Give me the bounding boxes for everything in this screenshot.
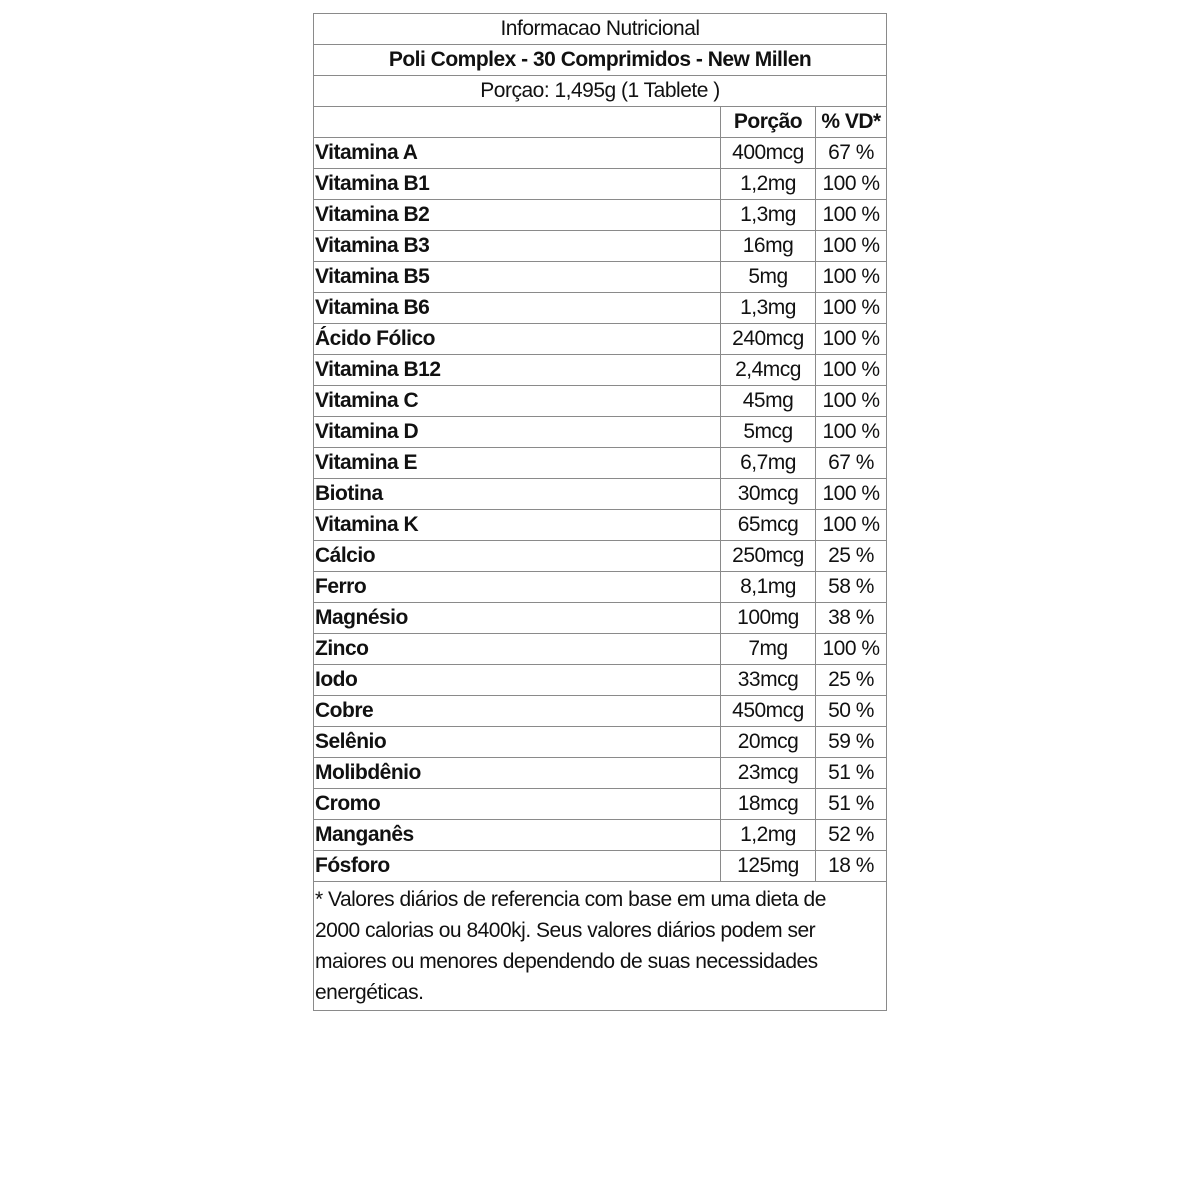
nutrient-daily-value: 100 % — [816, 386, 887, 417]
serving-size: Porçao: 1,495g (1 Tablete ) — [314, 76, 887, 107]
nutrient-row — [314, 820, 887, 851]
nutrient-name: Manganês — [314, 820, 721, 851]
column-header-daily-value: % VD* — [816, 107, 887, 138]
nutrient-daily-value: 100 % — [816, 293, 887, 324]
nutrient-daily-value: 59 % — [816, 727, 887, 758]
nutrient-daily-value: 100 % — [816, 324, 887, 355]
nutrient-daily-value: 25 % — [816, 541, 887, 572]
nutrient-name: Vitamina B6 — [314, 293, 721, 324]
nutrient-name: Ferro — [314, 572, 721, 603]
nutrient-amount: 5mcg — [721, 417, 816, 448]
nutrient-daily-value: 18 % — [816, 851, 887, 882]
nutrient-name: Vitamina B2 — [314, 200, 721, 231]
nutrient-amount: 2,4mcg — [721, 355, 816, 386]
nutrient-amount: 5mg — [721, 262, 816, 293]
nutrient-row — [314, 758, 887, 789]
nutrient-row — [314, 479, 887, 510]
column-header-amount: Porção — [721, 107, 816, 138]
nutrient-amount: 7mg — [721, 634, 816, 665]
nutrient-row — [314, 851, 887, 882]
nutrient-name: Vitamina A — [314, 138, 721, 169]
nutrient-row — [314, 200, 887, 231]
nutrient-row — [314, 572, 887, 603]
nutrient-name: Cálcio — [314, 541, 721, 572]
nutrient-name: Cobre — [314, 696, 721, 727]
nutrient-row — [314, 448, 887, 479]
nutrient-row — [314, 541, 887, 572]
nutrient-name: Selênio — [314, 727, 721, 758]
nutrient-row — [314, 293, 887, 324]
nutrient-daily-value: 100 % — [816, 510, 887, 541]
nutrient-daily-value: 100 % — [816, 479, 887, 510]
nutrient-amount: 8,1mg — [721, 572, 816, 603]
nutrient-row — [314, 603, 887, 634]
nutrient-row — [314, 510, 887, 541]
nutrient-daily-value: 100 % — [816, 262, 887, 293]
nutrient-daily-value: 100 % — [816, 200, 887, 231]
nutrient-row — [314, 789, 887, 820]
column-header-nutrient — [314, 107, 721, 138]
nutrient-row — [314, 386, 887, 417]
footnote-row — [314, 882, 887, 1011]
nutrient-daily-value: 67 % — [816, 448, 887, 479]
nutrient-row — [314, 727, 887, 758]
nutrient-amount: 45mg — [721, 386, 816, 417]
nutrient-name: Vitamina D — [314, 417, 721, 448]
nutrient-amount: 1,3mg — [721, 200, 816, 231]
nutrient-daily-value: 67 % — [816, 138, 887, 169]
nutrient-row — [314, 634, 887, 665]
nutrient-daily-value: 100 % — [816, 355, 887, 386]
nutrient-name: Vitamina B5 — [314, 262, 721, 293]
nutrient-daily-value: 100 % — [816, 417, 887, 448]
nutrient-daily-value: 100 % — [816, 231, 887, 262]
nutrient-row — [314, 355, 887, 386]
nutrient-amount: 6,7mg — [721, 448, 816, 479]
nutrient-row — [314, 262, 887, 293]
nutrient-amount: 240mcg — [721, 324, 816, 355]
nutrient-amount: 125mg — [721, 851, 816, 882]
nutrient-amount: 100mg — [721, 603, 816, 634]
nutrient-name: Vitamina K — [314, 510, 721, 541]
label-title: Informacao Nutricional — [314, 14, 887, 45]
nutrient-daily-value: 58 % — [816, 572, 887, 603]
nutrient-amount: 33mcg — [721, 665, 816, 696]
nutrient-amount: 30mcg — [721, 479, 816, 510]
nutrient-amount: 400mcg — [721, 138, 816, 169]
nutrient-daily-value: 52 % — [816, 820, 887, 851]
product-name: Poli Complex - 30 Comprimidos - New Millen — [314, 45, 887, 76]
nutrient-amount: 20mcg — [721, 727, 816, 758]
nutrient-daily-value: 100 % — [816, 169, 887, 200]
nutrition-facts-body — [314, 14, 887, 1011]
nutrient-row — [314, 324, 887, 355]
nutrient-name: Vitamina C — [314, 386, 721, 417]
nutrient-name: Vitamina E — [314, 448, 721, 479]
nutrient-amount: 1,3mg — [721, 293, 816, 324]
nutrient-amount: 23mcg — [721, 758, 816, 789]
nutrient-name: Magnésio — [314, 603, 721, 634]
nutrient-name: Fósforo — [314, 851, 721, 882]
nutrient-daily-value: 25 % — [816, 665, 887, 696]
serving-row — [314, 76, 887, 107]
nutrient-amount: 18mcg — [721, 789, 816, 820]
nutrient-row — [314, 417, 887, 448]
nutrient-daily-value: 51 % — [816, 758, 887, 789]
nutrient-amount: 1,2mg — [721, 169, 816, 200]
nutrient-row — [314, 231, 887, 262]
nutrient-daily-value: 38 % — [816, 603, 887, 634]
nutrient-row — [314, 665, 887, 696]
nutrient-name: Zinco — [314, 634, 721, 665]
nutrient-name: Iodo — [314, 665, 721, 696]
nutrient-name: Cromo — [314, 789, 721, 820]
nutrient-amount: 1,2mg — [721, 820, 816, 851]
nutrition-facts-table — [313, 13, 887, 1011]
nutrient-row — [314, 138, 887, 169]
nutrient-name: Ácido Fólico — [314, 324, 721, 355]
nutrient-name: Vitamina B12 — [314, 355, 721, 386]
footnote: * Valores diários de referencia com base em uma dieta de 2000 calorias ou 8400kj. Seus valores diários podem ser maiores ou menores dependendo de suas necessidades energéticas. — [314, 882, 887, 1011]
nutrient-name: Molibdênio — [314, 758, 721, 789]
product-row — [314, 45, 887, 76]
nutrient-name: Vitamina B1 — [314, 169, 721, 200]
nutrient-daily-value: 100 % — [816, 634, 887, 665]
nutrient-name: Vitamina B3 — [314, 231, 721, 262]
nutrient-row — [314, 696, 887, 727]
nutrient-row — [314, 169, 887, 200]
nutrient-amount: 450mcg — [721, 696, 816, 727]
nutrient-amount: 16mg — [721, 231, 816, 262]
nutrient-daily-value: 50 % — [816, 696, 887, 727]
title-row — [314, 14, 887, 45]
nutrient-amount: 250mcg — [721, 541, 816, 572]
nutrient-name: Biotina — [314, 479, 721, 510]
column-header-row — [314, 107, 887, 138]
nutrient-daily-value: 51 % — [816, 789, 887, 820]
nutrient-amount: 65mcg — [721, 510, 816, 541]
